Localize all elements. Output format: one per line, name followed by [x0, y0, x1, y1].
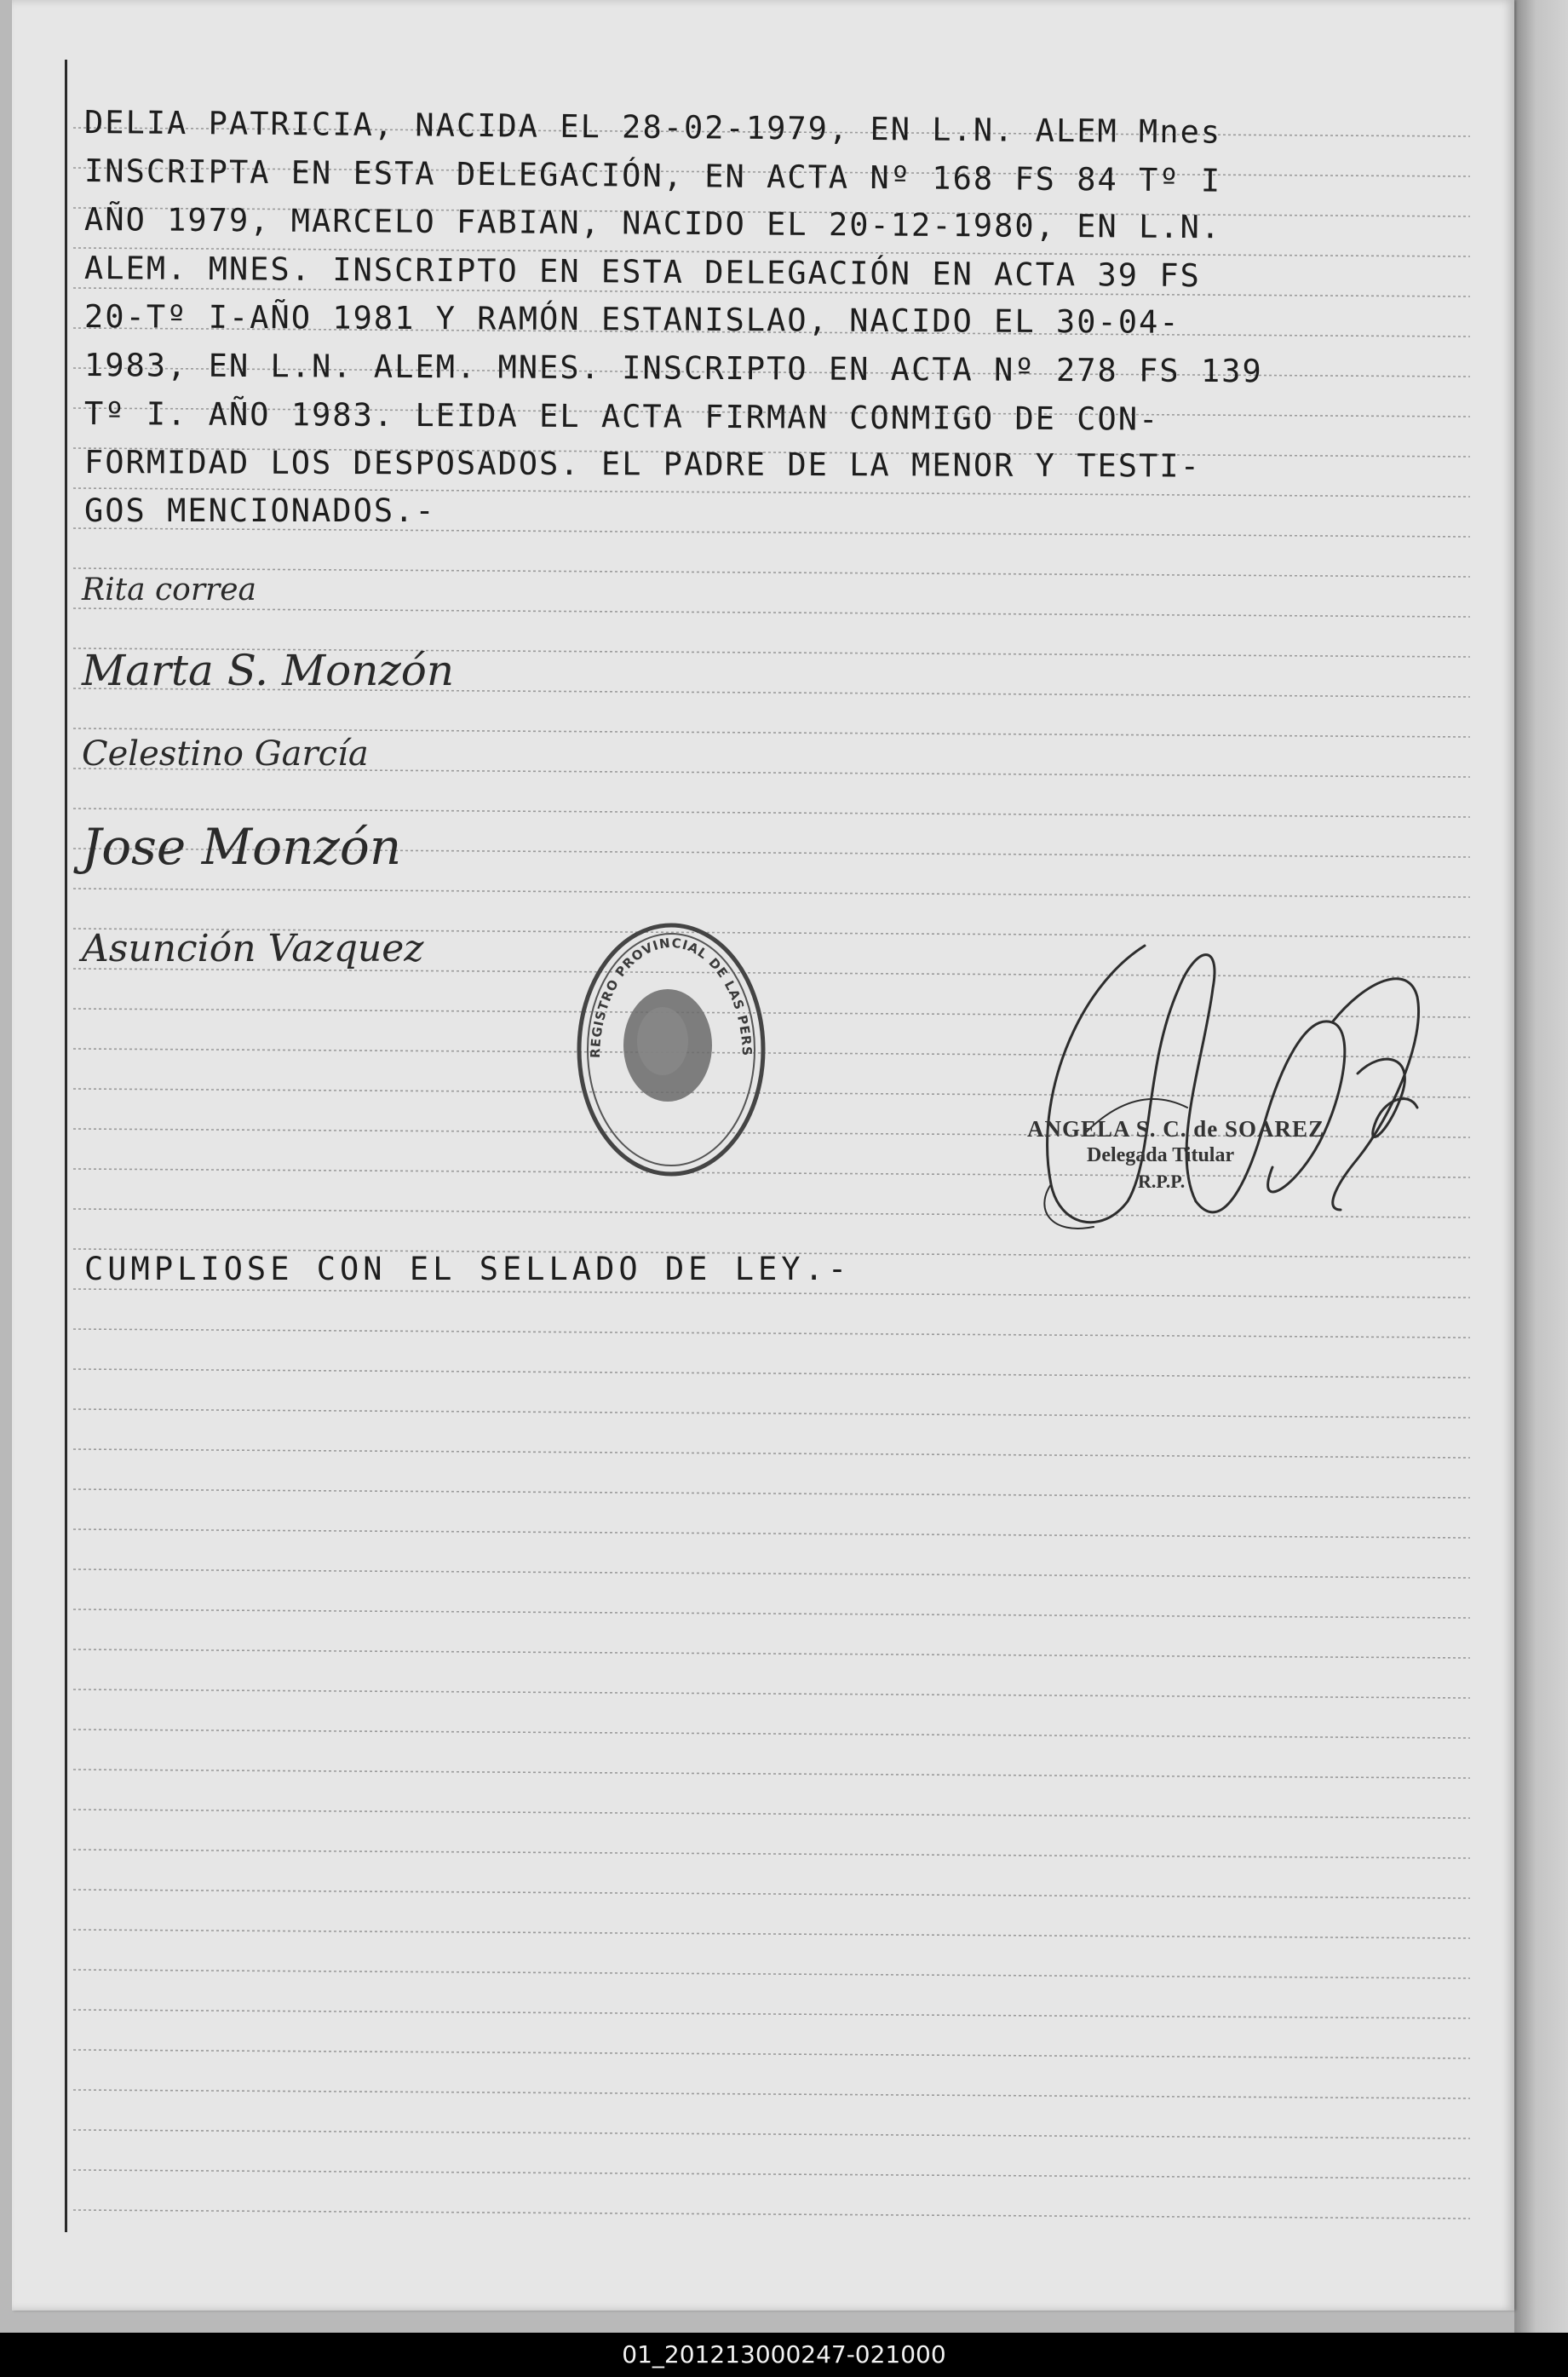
image-caption: 01_201213000247-021000	[0, 2333, 1568, 2377]
ruled-line	[73, 1369, 1470, 1378]
ruled-line	[73, 1569, 1470, 1578]
body-line: ALEM. MNES. INSCRIPTO EN ESTA DELEGACIÓN EN ACTA 39 FS	[83, 250, 1202, 295]
ruled-line	[73, 1649, 1470, 1658]
ruled-line	[73, 2170, 1470, 2178]
ruled-line	[73, 1449, 1470, 1458]
body-line: DELIA PATRICIA, NACIDA EL 28-02-1979, EN L.N. ALEM Mnes	[83, 104, 1222, 151]
ruled-line	[73, 1810, 1470, 1818]
ruled-line	[73, 1409, 1470, 1418]
body-line: INSCRIPTA EN ESTA DELEGACIÓN, EN ACTA Nº 168 FS 84 Tº I	[83, 153, 1222, 199]
ruled-line	[73, 1770, 1470, 1778]
stamp-text: REGISTRO PROVINCIAL DE LAS PERS	[587, 935, 755, 1059]
ruled-line	[73, 2210, 1470, 2219]
ruled-line	[73, 2130, 1470, 2138]
body-line: 1983, EN L.N. ALEM. MNES. INSCRIPTO EN ACTA Nº 278 FS 139	[83, 347, 1263, 390]
signature-asuncion-vazquez: Asunción Vazquez	[82, 927, 424, 970]
margin-rule	[65, 60, 67, 2232]
ledger-sheet	[12, 0, 1514, 2311]
ruled-line	[73, 1689, 1470, 1698]
ruled-line	[73, 1609, 1470, 1618]
seal-name: ANGELA S. C. de SOAREZ	[1027, 1116, 1325, 1142]
ruled-line	[73, 608, 1470, 617]
ruled-line	[73, 1970, 1470, 1978]
body-line: 20-Tº I-AÑO 1981 Y RAMÓN ESTANISLAO, NACIDO EL 30-04-	[83, 298, 1180, 341]
ruled-line	[73, 2050, 1470, 2058]
ruled-line	[73, 2090, 1470, 2098]
signature-rita-correa: Rita correa	[82, 573, 257, 607]
ruled-line	[73, 1529, 1470, 1538]
ruled-line	[73, 1489, 1470, 1498]
signature-marta-monzon: Marta S. Monzón	[82, 646, 455, 695]
book-edge	[1514, 0, 1568, 2333]
ruled-line	[73, 2010, 1470, 2018]
ruled-line	[73, 809, 1470, 817]
ruled-line	[73, 1329, 1470, 1338]
registry-stamp	[574, 913, 768, 1177]
ruled-line	[73, 889, 1470, 897]
ruled-line	[73, 568, 1470, 577]
ruled-line	[73, 1930, 1470, 1938]
signature-jose-monzon: Jose Monzón	[82, 818, 402, 876]
seal-org: R.P.P.	[1138, 1171, 1186, 1192]
ruled-line	[73, 1289, 1470, 1298]
official-signature	[1000, 929, 1443, 1252]
body-line: AÑO 1979, MARCELO FABIAN, NACIDO EL 20-12-1980, EN L.N.	[83, 201, 1222, 246]
ruled-line	[73, 1890, 1470, 1898]
ruled-line	[73, 1850, 1470, 1858]
seal-role: Delegada Titular	[1087, 1144, 1235, 1166]
body-line: Tº I. AÑO 1983. LEIDA EL ACTA FIRMAN CONMIGO DE CON-	[83, 395, 1160, 438]
signature-celestino-garcia: Celestino García	[82, 734, 369, 774]
ruled-line	[73, 1730, 1470, 1738]
body-line: GOS MENCIONADOS.-	[84, 492, 436, 529]
body-line: FORMIDAD LOS DESPOSADOS. EL PADRE DE LA MENOR Y TESTI-	[83, 444, 1201, 485]
closing-line: CUMPLIOSE CON EL SELLADO DE LEY.-	[84, 1251, 852, 1287]
record-body	[84, 98, 1481, 535]
official-seal	[1027, 1116, 1368, 1193]
